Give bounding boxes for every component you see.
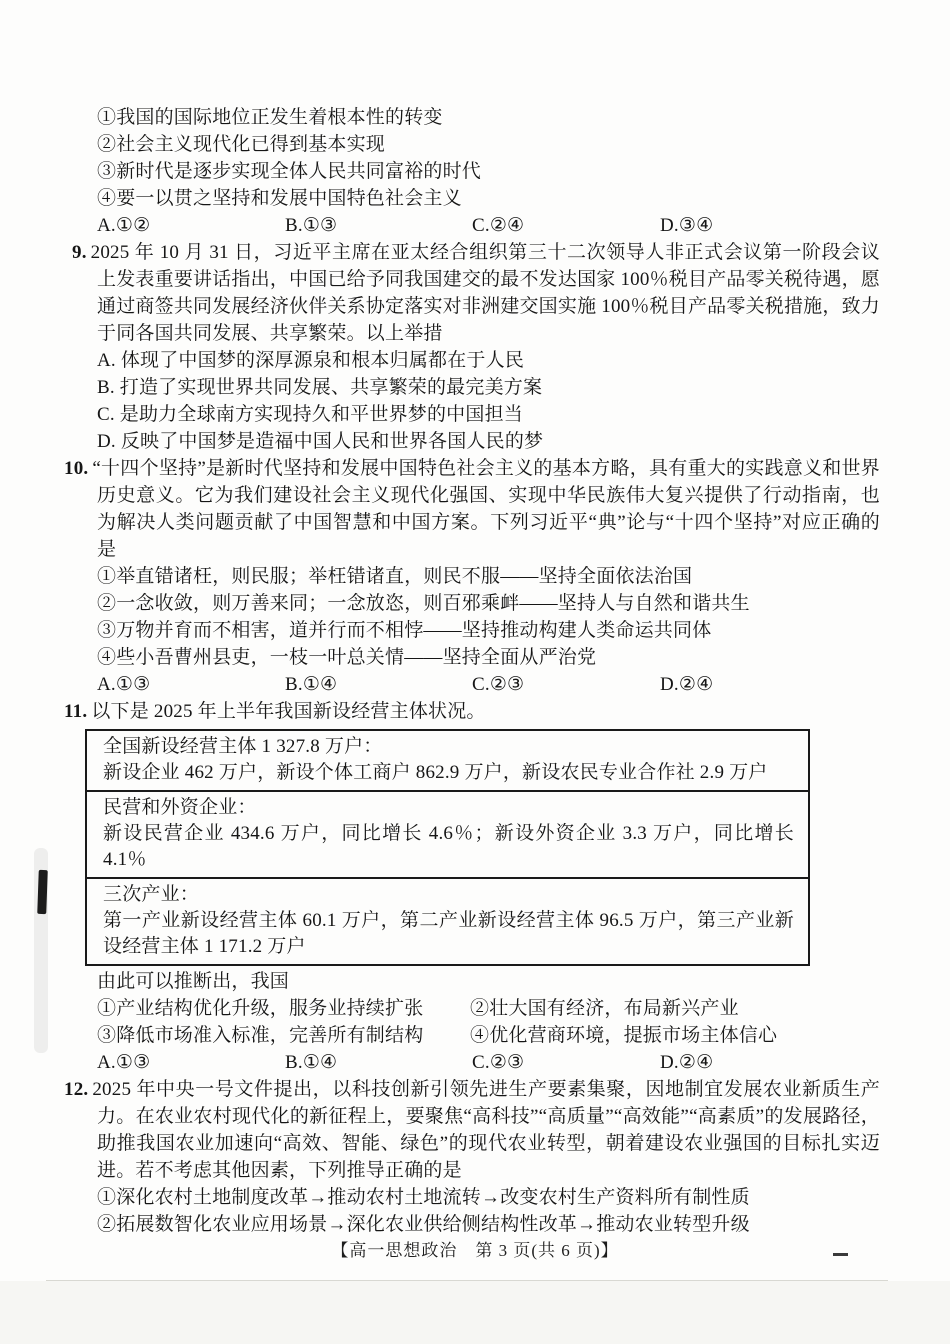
table-line: 三次产业：: [103, 884, 200, 905]
question-9: [72, 239, 880, 455]
scan-ink-mark: [37, 870, 48, 914]
statement-item: ②拓展数智化农业应用场景→深化农业供给侧结构性改革→推动农业转型升级: [97, 1214, 750, 1235]
table-line: 新设民营企业 434.6 万户，同比增长 4.6％；新设外资企业 3.3 万户，同比增长 4.1％: [103, 823, 794, 870]
table-line: 第一产业新设经营主体 60.1 万户，第二产业新设经营主体 96.5 万户，第三产业新设经营主体 1 171.2 万户: [103, 910, 794, 957]
question-11: [64, 698, 880, 1076]
question-12: [64, 1076, 880, 1238]
table-row-private-foreign: [87, 790, 808, 877]
question-number: 10.: [64, 458, 89, 479]
footer-page-label: 【高一思想政治 第 3 页(共 6 页)】: [331, 1241, 619, 1260]
table-line: 民营和外资企业：: [103, 797, 257, 818]
page-bottom-margin: [0, 1281, 950, 1344]
statement-item: ②壮大国有经济，布局新兴产业: [470, 998, 739, 1019]
statement-item: ①举直错诸枉，则民服；举枉错诸直，则民不服——坚持全面依法治国: [97, 566, 693, 587]
question-stem: [64, 698, 880, 725]
option-c: C. 是助力全球南方实现持久和平世界梦的中国担当: [97, 404, 523, 425]
question-number: 11.: [64, 701, 88, 722]
conclusion-lead: 由此可以推断出，我国: [97, 971, 290, 992]
option-b: B. 打造了实现世界共同发展、共享繁荣的最完美方案: [97, 377, 543, 398]
question-stem: [72, 239, 880, 347]
question-stem: [64, 1076, 880, 1184]
option-a: A.①③: [97, 1052, 151, 1073]
option-a: A.①③: [97, 674, 151, 695]
option-d: D.③④: [660, 215, 714, 236]
option-b: B.①④: [285, 674, 338, 695]
statement-item: ③降低市场准入标准，完善所有制结构: [97, 1025, 424, 1046]
statement-item: ①产业结构优化升级，服务业持续扩张: [97, 998, 424, 1019]
statement-item: ④优化营商环境，提振市场主体信心: [470, 1025, 778, 1046]
data-table: [85, 729, 810, 966]
statement-item: ③新时代是逐步实现全体人民共同富裕的时代: [97, 161, 482, 182]
option-c: C.②③: [472, 674, 525, 695]
option-d: D. 反映了中国梦是造福中国人民和世界各国人民的梦: [97, 431, 544, 452]
options-row: [72, 1049, 880, 1076]
statement-item: ②社会主义现代化已得到基本实现: [97, 134, 386, 155]
statement-item: ②一念收敛，则万善来同；一念放恣，则百邪乘衅——坚持人与自然和谐共生: [97, 593, 750, 614]
statement-item: ④要一以贯之坚持和发展中国特色社会主义: [97, 188, 462, 209]
question-stem-text: 以下是 2025 年上半年我国新设经营主体状况。: [91, 701, 486, 722]
table-line: 新设企业 462 万户，新设个体工商户 862.9 万户，新设农民专业合作社 2.9 万户: [103, 762, 768, 783]
option-c: C.②③: [472, 1052, 525, 1073]
question-number: 9.: [72, 242, 87, 263]
table-line: 全国新设经营主体 1 327.8 万户：: [103, 736, 383, 757]
option-b: B.①③: [285, 215, 338, 236]
option-b: B.①④: [285, 1052, 338, 1073]
exam-content: [64, 104, 880, 1238]
table-row-national: [87, 731, 808, 790]
statement-item: ④些小吾曹州县吏，一枝一叶总关情——坚持全面从严治党: [97, 647, 597, 668]
options-row: [72, 671, 880, 698]
statement-item: ①深化农村土地制度改革→推动农村土地流转→改变农村生产资料所有制性质: [97, 1187, 750, 1208]
statement-pair-row: [72, 995, 880, 1022]
option-a: A.①②: [97, 215, 151, 236]
scan-dash-artifact: [833, 1253, 848, 1256]
option-d: D.②④: [660, 674, 714, 695]
options-row: [72, 212, 880, 239]
table-row-industries: [87, 877, 808, 964]
question-number: 12.: [64, 1079, 89, 1100]
statement-item: ③万物并育而不相害，道并行而不相悖——坚持推动构建人类命运共同体: [97, 620, 712, 641]
question-stem-text: 2025 年 10 月 31 日，习近平主席在亚太经合组织第三十二次领导人非正式会议第一阶段会议上发表重要讲话指出，中国已给予同我国建交的最不发达国家 100％税目产品零关税待遇，愿通过商签共同发展经济伙伴关系协定落实对非洲建交国实施 100％税目产品零关税措施，致力于同各国共同发展、共享繁荣。以上举措: [90, 242, 880, 344]
statement-item: ①我国的国际地位正发生着根本性的转变: [97, 107, 443, 128]
question-stem-text: 2025 年中央一号文件提出，以科技创新引领先进生产要素集聚，因地制宜发展农业新质生产力。在农业农村现代化的新征程上，要聚焦“高科技”“高质量”“高效能”“高素质”的发展路径，助推我国农业加速向“高效、智能、绿色”的现代农业转型，朝着建设农业强国的目标扎实迈进。若不考虑其他因素，下列推导正确的是: [92, 1079, 880, 1181]
option-c: C.②④: [472, 215, 525, 236]
page-edge-line: [46, 1280, 888, 1281]
question-stem-text: “十四个坚持”是新时代坚持和发展中国特色社会主义的基本方略，具有重大的实践意义和世界历史意义。它为我们建设社会主义现代化强国、实现中华民族伟大复兴提供了行动指南，也为解决人类问题贡献了中国智慧和中国方案。下列习近平“典”论与“十四个坚持”对应正确的是: [92, 458, 880, 560]
statement-pair-row: [72, 1022, 880, 1049]
option-a: A. 体现了中国梦的深厚源泉和根本归属都在于人民: [97, 350, 525, 371]
option-d: D.②④: [660, 1052, 714, 1073]
question-stem: [64, 455, 880, 563]
question-10: [64, 455, 880, 698]
question-8-tail: [72, 104, 880, 239]
